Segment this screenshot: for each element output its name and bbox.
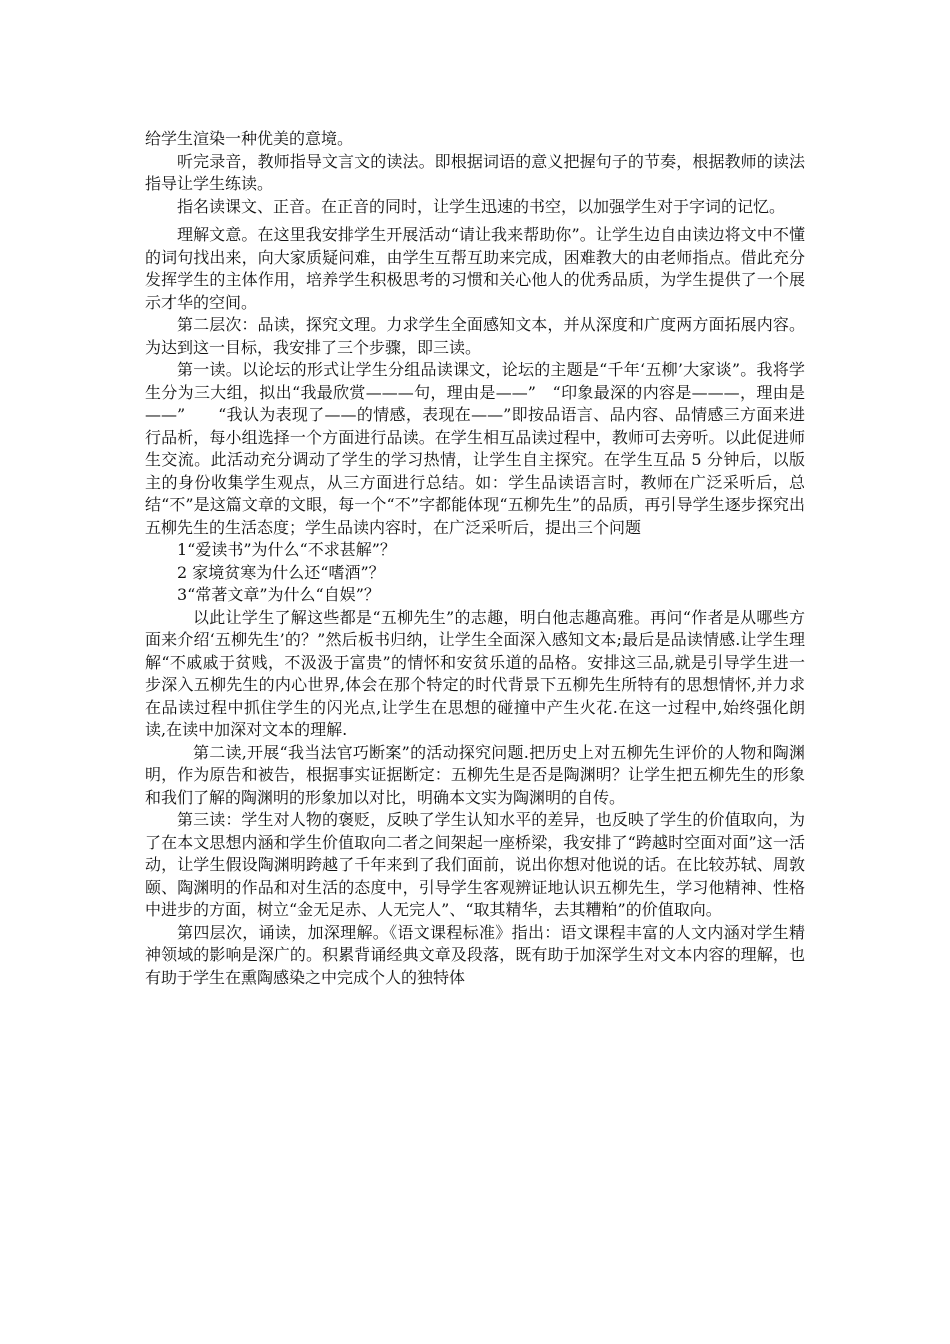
paragraph-7: 以此让学生了解这些都是“五柳先生”的志趣，明白他志趣高雅。再问“作者是从哪些方面来介绍‘五柳先生’的？”然后板书归纳，让学生全面深入感知文本;最后是品读情感.让学生理解“不戚戚于贫贱，不汲汲于富贵”的情怀和安贫乐道的品格。安排这三品,就是引导学生进一步深入五柳先生的内心世界,体会在那个特定的时代背景下五柳先生所特有的思想情怀,并力求在品读过程中抓住学生的闪光点,让学生在思想的碰撞中产生火花.在这一过程中,始终强化朗读,在读中加深对文本的理解. xyxy=(145,607,805,739)
paragraph-10: 第四层次，诵读，加深理解。《语文课程标准》指出：语文课程丰富的人文内涵对学生精神领域的影响是深广的。积累背诵经典文章及段落，既有助于加深学生对文本内容的理解，也有助于学生在熏陶感染之中完成个人的独特体 xyxy=(145,922,805,987)
question-2: 2 家境贫寒为什么还“嗜酒”？ xyxy=(177,562,385,582)
paragraph-4: 理解文意。在这里我安排学生开展活动“请让我来帮助你”。让学生边自由读边将文中不懂的词句找出来，向大家质疑问难，由学生互帮互助来完成，困难教大的由老师指点。借此充分发挥学生的主体作用，培养学生积极思考的习惯和关心他人的优秀品质，为学生提供了一个展示才华的空间。 xyxy=(145,225,805,312)
question-3: 3“常著文章”为什么“自娱”？ xyxy=(177,585,380,604)
paragraph-8: 第二读,开展“我当法官巧断案”的活动探究问题.把历史上对五柳先生评价的人物和陶渊明，作为原告和被告，根据事实证据断定：五柳先生是否是陶渊明？让学生把五柳先生的形象和我们了解的陶渊明的形象加以对比，明确本文实为陶渊明的自传。 xyxy=(145,742,805,807)
question-1: 1“爱读书”为什么“不求甚解”？ xyxy=(177,540,396,559)
paragraph-2: 听完录音，教师指导文言文的读法。即根据词语的意义把握句子的节奏，根据教师的读法指导让学生练读。 xyxy=(145,151,805,193)
paragraph-5: 第二层次：品读，探究文理。力求学生全面感知文本，并从深度和广度两方面拓展内容。为达到这一目标，我安排了三个步骤，即三读。 xyxy=(145,315,805,357)
paragraph-6: 第一读。以论坛的形式让学生分组品读课文，论坛的主题是“千年‘五柳’大家谈”。我将学生分为三大组，拟出“我最欣赏———句，理由是——” “印象最深的内容是———，理由是——” “我认为表现了——的情感，表现在——”即按品语言、品内容、品情感三方面来进行品析，每小组选择一个方面进行品读。在学生相互品读过程中，教师可去旁听。以此促进师生交流。此活动充分调动了学生的学习热情，让学生自主探究。在学生互品 5 分钟后，以版主的身份收集学生观点，从三方面进行总结。如：学生品读语言时，教师在广泛采听后，总结“不”是这篇文章的文眼，每一个“不”字都能体现“五柳先生”的品质，再引导学生逐步探究出五柳先生的生活态度；学生品读内容时，在广泛采听后，提出三个问题 xyxy=(145,360,805,537)
document-body xyxy=(145,128,805,989)
paragraph-3: 指名读课文、正音。在正音的同时，让学生迅速的书空，以加强学生对于字词的记忆。 xyxy=(177,196,786,216)
paragraph-9: 第三读：学生对人物的褒贬，反映了学生认知水平的差异，也反映了学生的价值取向，为了在本文思想内涵和学生价值取向二者之间架起一座桥梁，我安排了“跨越时空面对面”这一活动，让学生假设陶渊明跨越了千年来到了我们面前，说出你想对他说的话。在比较苏轼、周敦颐、陶渊明的作品和对生活的态度中，引导学生客观辨证地认识五柳先生，学习他精神、性格中进步的方面，树立“金无足赤、人无完人”、“取其精华，去其糟粕”的价值取向。 xyxy=(145,810,805,919)
paragraph-1: 给学生渲染一种优美的意境。 xyxy=(145,129,354,148)
